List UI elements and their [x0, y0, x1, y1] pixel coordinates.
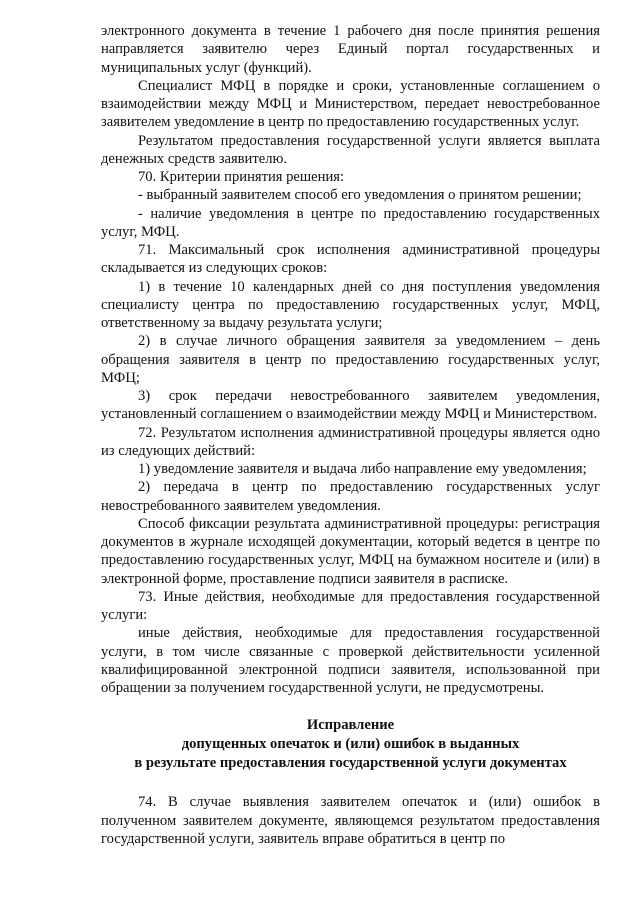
section-heading-line-3: в результате предоставления государственной услуги документах [134, 755, 567, 772]
spacer [101, 697, 600, 716]
spacer [101, 773, 600, 793]
paragraph-continuation: электронного документа в течение 1 рабочего дня после принятия решения направляется заявителю через Единый портал государственных и муниципальных услуг (функций). [101, 23, 600, 76]
paragraph-70-item-1: - выбранный заявителем способ его уведомления о принятом решении; [138, 187, 582, 204]
paragraph-70-criteria: 70. Критерии принятия решения: [138, 169, 345, 185]
section-heading-line-2: допущенных опечаток и (или) ошибок в выданных [181, 736, 520, 753]
paragraph-mfc-transfer: Специалист МФЦ в порядке и сроки, установленные соглашением о взаимодействии между МФЦ и Министерством, передает невостребованное заявителем уведомление в центр по предоставлению государственных услуг. [101, 77, 600, 131]
paragraph-71-item-1: 1) в течение 10 календарных дней со дня поступления уведомления специалисту центра по предоставлению государственных услуг, МФЦ, ответственному за выдачу результата услуги; [101, 278, 600, 331]
section-heading-line-1: Исправление [306, 717, 395, 734]
paragraph-73-other-actions: 73. Иные действия, необходимые для предоставления государственной услуги: [101, 588, 600, 623]
paragraph-70-item-2: - наличие уведомления в центре по предоставлению государственных услуг, МФЦ. [101, 205, 600, 240]
paragraph-result-payment: Результатом предоставления государственной услуги является выплата денежных средств заявителю. [101, 132, 600, 167]
paragraph-73-details: иные действия, необходимые для предоставления государственной услуги, в том числе связанные с проверкой действительности усиленной квалифицированной электронной подписи заявителя, использованной при обращении за получением государственной услуги, не предусмотрены. [101, 625, 600, 696]
section-heading [101, 716, 600, 773]
paragraph-74-corrections: 74. В случае выявления заявителем опечаток и (или) ошибок в полученном заявителем документе, являющемся результатом предоставления государственной услуги, заявитель вправе обратиться в центр по [101, 794, 600, 847]
paragraph-72-item-2: 2) передача в центр по предоставлению государственных услуг невостребованного заявителем уведомления. [101, 479, 600, 514]
paragraph-fixation-method: Способ фиксации результата административной процедуры: регистрация документов в журнале исходящей документации, который ведется в центре по предоставлению государственных услуг, МФЦ на бумажном носителе и (или) в электронной форме, проставление подписи заявителя в расписке. [101, 515, 600, 587]
paragraph-71-max-term: 71. Максимальный срок исполнения административной процедуры складывается из следующих сроков: [101, 242, 600, 277]
paragraph-71-item-3: 3) срок передачи невостребованного заявителем уведомления, установленный соглашением о взаимодействии между МФЦ и Министерством. [101, 388, 600, 423]
paragraph-72-item-1: 1) уведомление заявителя и выдача либо направление ему уведомления; [138, 461, 587, 477]
paragraph-71-item-2: 2) в случае личного обращения заявителя за уведомлением – день обращения заявителя в центр по предоставлению государственных услуг, МФЦ; [101, 333, 600, 386]
paragraph-72-result: 72. Результатом исполнения административной процедуры является одно из следующих действий: [101, 424, 600, 459]
